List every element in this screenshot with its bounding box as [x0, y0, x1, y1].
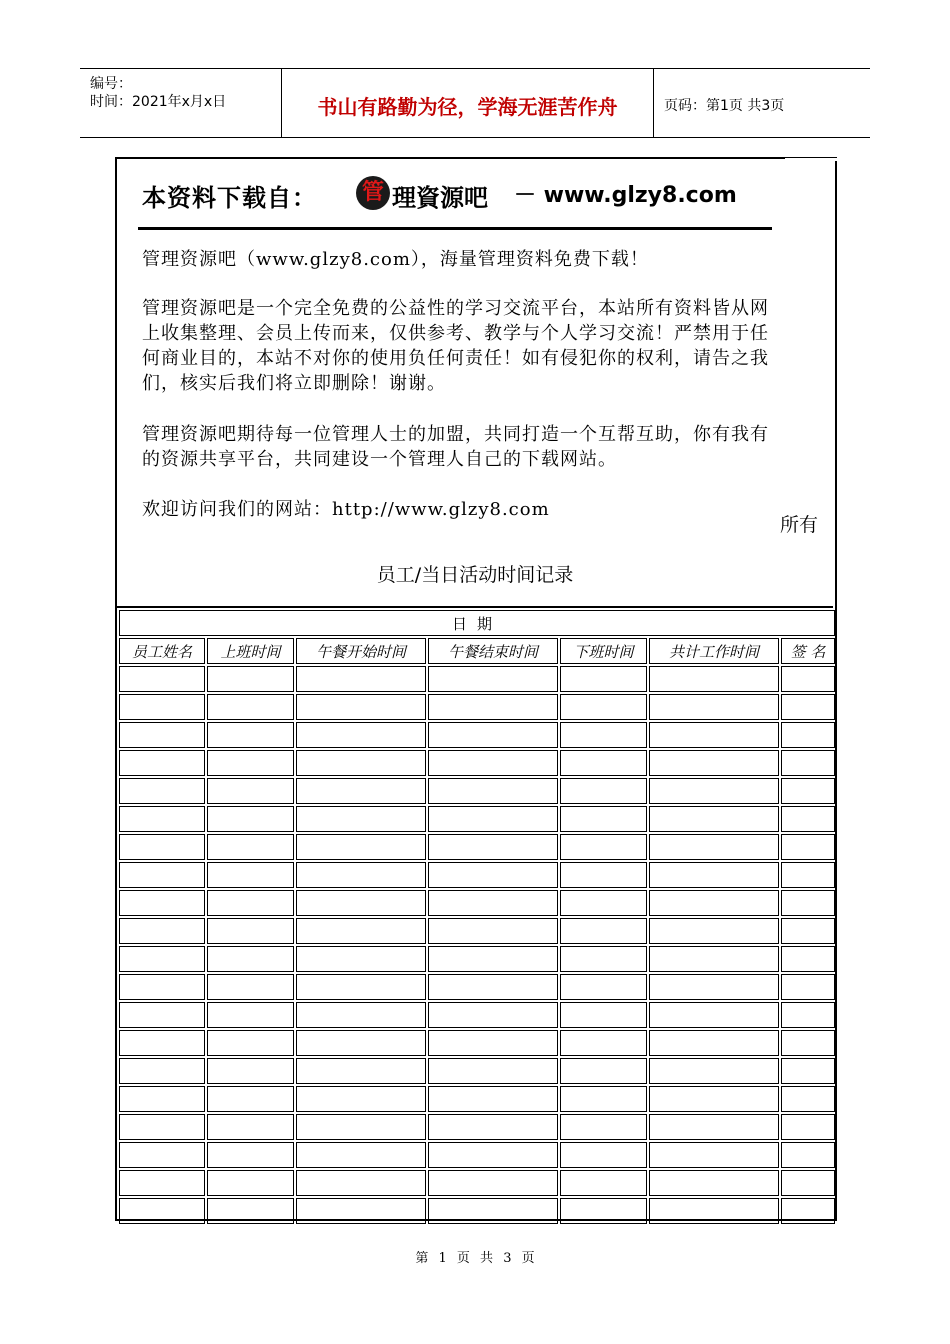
- cell-clock-in[interactable]: [207, 1030, 294, 1056]
- cell-lunch-end[interactable]: [428, 946, 558, 972]
- cell-name[interactable]: [119, 1086, 205, 1112]
- cell-name[interactable]: [119, 946, 205, 972]
- cell-total-hours[interactable]: [649, 1058, 779, 1084]
- table-row: [119, 834, 835, 860]
- cell-clock-out[interactable]: [560, 946, 647, 972]
- cell-total-hours[interactable]: [649, 1086, 779, 1112]
- cell-clock-out[interactable]: [560, 1114, 647, 1140]
- cell-lunch-start[interactable]: [296, 1058, 426, 1084]
- table-row: [119, 1058, 835, 1084]
- cell-signature[interactable]: [781, 750, 835, 776]
- cell-name[interactable]: [119, 666, 205, 692]
- cell-lunch-start[interactable]: [296, 890, 426, 916]
- cell-signature[interactable]: [781, 722, 835, 748]
- date-row: [119, 610, 835, 636]
- cell-lunch-start[interactable]: [296, 1114, 426, 1140]
- banner-prefix: 本资料下载自：: [142, 184, 317, 212]
- cell-lunch-end[interactable]: [428, 1030, 558, 1056]
- cell-lunch-end[interactable]: [428, 806, 558, 832]
- cell-clock-in[interactable]: [207, 1170, 294, 1196]
- cell-signature[interactable]: [781, 694, 835, 720]
- cell-signature[interactable]: [781, 1198, 835, 1224]
- cell-lunch-end[interactable]: [428, 666, 558, 692]
- cell-clock-in[interactable]: [207, 1114, 294, 1140]
- table-row: [119, 1030, 835, 1056]
- header-meta-cell: [80, 69, 282, 137]
- cell-name[interactable]: [119, 918, 205, 944]
- cell-name[interactable]: [119, 1114, 205, 1140]
- cell-lunch-start[interactable]: [296, 834, 426, 860]
- cell-lunch-start[interactable]: [296, 1030, 426, 1056]
- cell-lunch-end[interactable]: [428, 1058, 558, 1084]
- cell-clock-out[interactable]: [560, 862, 647, 888]
- cell-signature[interactable]: [781, 1142, 835, 1168]
- cell-lunch-start[interactable]: [296, 1142, 426, 1168]
- col-header-name: 员工姓名: [119, 638, 205, 664]
- cell-clock-out[interactable]: [560, 974, 647, 1000]
- cell-clock-in[interactable]: [207, 806, 294, 832]
- cell-clock-in[interactable]: [207, 890, 294, 916]
- cell-total-hours[interactable]: [649, 890, 779, 916]
- disclaimer-paragraph: 管理资源吧是一个完全免费的公益性的学习交流平台，本站所有资料皆从网上收集整理、会员上传而来，仅供参考、教学与个人学习交流！严禁用于任何商业目的，本站不对你的使用负任何责任！如有侵犯你的权利，请告之我们，核实后我们将立即删除！谢谢。: [142, 298, 769, 394]
- cell-clock-out[interactable]: [560, 666, 647, 692]
- cell-total-hours[interactable]: [649, 834, 779, 860]
- header-page-label: 页码：第1页 共3页: [664, 98, 785, 114]
- cell-lunch-start[interactable]: [296, 1198, 426, 1224]
- cell-signature[interactable]: [781, 862, 835, 888]
- cell-lunch-end[interactable]: [428, 918, 558, 944]
- cell-total-hours[interactable]: [649, 1030, 779, 1056]
- cell-lunch-end[interactable]: [428, 778, 558, 804]
- cell-signature[interactable]: [781, 806, 835, 832]
- table-row: [119, 1114, 835, 1140]
- download-banner: [142, 172, 772, 224]
- cell-name[interactable]: [119, 1030, 205, 1056]
- cell-clock-out[interactable]: [560, 1030, 647, 1056]
- document-number-label: 编号：: [90, 76, 132, 92]
- cell-lunch-end[interactable]: [428, 834, 558, 860]
- cell-lunch-end[interactable]: [428, 1170, 558, 1196]
- cell-clock-in[interactable]: [207, 862, 294, 888]
- cell-clock-out[interactable]: [560, 806, 647, 832]
- cell-clock-out[interactable]: [560, 694, 647, 720]
- cell-name[interactable]: [119, 722, 205, 748]
- cell-clock-in[interactable]: [207, 974, 294, 1000]
- cell-name[interactable]: [119, 778, 205, 804]
- cell-signature[interactable]: [781, 1002, 835, 1028]
- col-header-total-hours: 共计工作时间: [649, 638, 779, 664]
- frame-gap-line: [785, 157, 837, 158]
- cell-lunch-end[interactable]: [428, 750, 558, 776]
- cell-name[interactable]: [119, 834, 205, 860]
- cell-name[interactable]: [119, 806, 205, 832]
- banner-site-url: － www.glzy8.com: [514, 183, 737, 208]
- cell-lunch-start[interactable]: [296, 1170, 426, 1196]
- banner-divider: [138, 227, 772, 230]
- table-row: [119, 806, 835, 832]
- stray-text: 所有: [780, 514, 819, 536]
- cell-signature[interactable]: [781, 918, 835, 944]
- cell-clock-out[interactable]: [560, 918, 647, 944]
- cell-signature[interactable]: [781, 974, 835, 1000]
- col-header-lunch-end: 午餐结束时间: [428, 638, 558, 664]
- cell-clock-in[interactable]: [207, 1142, 294, 1168]
- cell-name[interactable]: [119, 974, 205, 1000]
- cell-name[interactable]: [119, 1002, 205, 1028]
- cell-clock-in[interactable]: [207, 1086, 294, 1112]
- intro-paragraph: 管理资源吧（www.glzy8.com），海量管理资料免费下载！: [142, 249, 649, 270]
- site-logo-icon: 管: [356, 176, 390, 210]
- cell-name[interactable]: [119, 694, 205, 720]
- header-motto: 书山有路勤为径，学海无涯苦作舟: [317, 95, 618, 119]
- table-row: [119, 722, 835, 748]
- timesheet-table: [117, 606, 833, 1226]
- cell-lunch-end[interactable]: [428, 862, 558, 888]
- cell-lunch-start[interactable]: [296, 666, 426, 692]
- cell-clock-in[interactable]: [207, 1002, 294, 1028]
- cell-lunch-start[interactable]: [296, 722, 426, 748]
- cell-lunch-start[interactable]: [296, 778, 426, 804]
- cell-lunch-end[interactable]: [428, 1086, 558, 1112]
- table-row: [119, 694, 835, 720]
- cell-clock-out[interactable]: [560, 1198, 647, 1224]
- cell-total-hours[interactable]: [649, 750, 779, 776]
- cell-name[interactable]: [119, 1170, 205, 1196]
- cell-signature[interactable]: [781, 946, 835, 972]
- page-footer: 第 1 页 共 3 页: [415, 1251, 535, 1266]
- cell-total-hours[interactable]: [649, 1170, 779, 1196]
- cell-total-hours[interactable]: [649, 946, 779, 972]
- cell-total-hours[interactable]: [649, 862, 779, 888]
- col-header-clock-out: 下班时间: [560, 638, 647, 664]
- cell-lunch-end[interactable]: [428, 694, 558, 720]
- cell-clock-out[interactable]: [560, 1170, 647, 1196]
- cell-clock-in[interactable]: [207, 918, 294, 944]
- page-header: [80, 68, 870, 138]
- header-motto-cell: [282, 69, 654, 137]
- cell-lunch-start[interactable]: [296, 974, 426, 1000]
- col-header-clock-in: 上班时间: [207, 638, 294, 664]
- cell-clock-out[interactable]: [560, 1086, 647, 1112]
- cell-clock-in[interactable]: [207, 834, 294, 860]
- column-header-row: [119, 638, 835, 664]
- cell-signature[interactable]: [781, 1030, 835, 1056]
- table-row: [119, 1170, 835, 1196]
- cell-total-hours[interactable]: [649, 1142, 779, 1168]
- cell-clock-out[interactable]: [560, 890, 647, 916]
- table-row: [119, 918, 835, 944]
- cell-signature[interactable]: [781, 778, 835, 804]
- cell-name[interactable]: [119, 1058, 205, 1084]
- cell-clock-out[interactable]: [560, 722, 647, 748]
- cell-lunch-start[interactable]: [296, 946, 426, 972]
- cell-lunch-start[interactable]: [296, 750, 426, 776]
- cell-total-hours[interactable]: [649, 974, 779, 1000]
- cell-total-hours[interactable]: [649, 806, 779, 832]
- cell-clock-out[interactable]: [560, 1058, 647, 1084]
- cell-clock-out[interactable]: [560, 1142, 647, 1168]
- header-page-cell: [654, 69, 870, 137]
- cell-clock-in[interactable]: [207, 778, 294, 804]
- form-title: 员工/当日活动时间记录: [376, 564, 574, 586]
- table-row: [119, 1002, 835, 1028]
- cell-name[interactable]: [119, 890, 205, 916]
- cell-total-hours[interactable]: [649, 778, 779, 804]
- cell-total-hours[interactable]: [649, 1002, 779, 1028]
- website-paragraph: 欢迎访问我们的网站：http://www.glzy8.com: [142, 499, 550, 520]
- cell-clock-out[interactable]: [560, 1002, 647, 1028]
- cell-lunch-end[interactable]: [428, 1142, 558, 1168]
- table-row: [119, 1142, 835, 1168]
- cell-clock-out[interactable]: [560, 750, 647, 776]
- cell-signature[interactable]: [781, 890, 835, 916]
- cell-clock-out[interactable]: [560, 834, 647, 860]
- banner-site-name: 理資源吧: [392, 184, 488, 212]
- cell-signature[interactable]: [781, 1170, 835, 1196]
- cell-clock-in[interactable]: [207, 694, 294, 720]
- col-header-lunch-start: 午餐开始时间: [296, 638, 426, 664]
- table-row: [119, 862, 835, 888]
- cell-lunch-end[interactable]: [428, 974, 558, 1000]
- cell-signature[interactable]: [781, 1058, 835, 1084]
- cell-lunch-end[interactable]: [428, 890, 558, 916]
- date-label: 日期: [119, 610, 835, 636]
- table-row: [119, 666, 835, 692]
- table-row: [119, 946, 835, 972]
- cell-clock-in[interactable]: [207, 666, 294, 692]
- cell-lunch-end[interactable]: [428, 1114, 558, 1140]
- cell-lunch-start[interactable]: [296, 918, 426, 944]
- cell-signature[interactable]: [781, 1086, 835, 1112]
- cell-lunch-start[interactable]: [296, 1002, 426, 1028]
- cell-clock-in[interactable]: [207, 1058, 294, 1084]
- cell-signature[interactable]: [781, 666, 835, 692]
- cell-total-hours[interactable]: [649, 918, 779, 944]
- cell-name[interactable]: [119, 750, 205, 776]
- cell-total-hours[interactable]: [649, 1114, 779, 1140]
- cell-lunch-end[interactable]: [428, 1002, 558, 1028]
- cell-signature[interactable]: [781, 834, 835, 860]
- cell-total-hours[interactable]: [649, 666, 779, 692]
- cell-clock-in[interactable]: [207, 946, 294, 972]
- cell-clock-in[interactable]: [207, 1198, 294, 1224]
- cell-clock-in[interactable]: [207, 722, 294, 748]
- cell-name[interactable]: [119, 1198, 205, 1224]
- cell-lunch-end[interactable]: [428, 1198, 558, 1224]
- cell-clock-in[interactable]: [207, 750, 294, 776]
- cell-total-hours[interactable]: [649, 722, 779, 748]
- cell-lunch-end[interactable]: [428, 722, 558, 748]
- cell-name[interactable]: [119, 862, 205, 888]
- cell-total-hours[interactable]: [649, 1198, 779, 1224]
- table-row: [119, 750, 835, 776]
- cell-clock-out[interactable]: [560, 778, 647, 804]
- table-row: [119, 974, 835, 1000]
- invitation-paragraph: 管理资源吧期待每一位管理人士的加盟，共同打造一个互帮互助，你有我有的资源共享平台，共同建设一个管理人自己的下载网站。: [142, 424, 769, 470]
- table-row: [119, 778, 835, 804]
- cell-lunch-start[interactable]: [296, 862, 426, 888]
- table-row: [119, 1198, 835, 1224]
- cell-name[interactable]: [119, 1142, 205, 1168]
- cell-total-hours[interactable]: [649, 694, 779, 720]
- col-header-signature: 签 名: [781, 638, 835, 664]
- table-row: [119, 1086, 835, 1112]
- document-time-label: 时间：2021年x月x日: [90, 94, 227, 110]
- table-row: [119, 890, 835, 916]
- cell-lunch-start[interactable]: [296, 1086, 426, 1112]
- cell-lunch-start[interactable]: [296, 694, 426, 720]
- cell-signature[interactable]: [781, 1114, 835, 1140]
- cell-lunch-start[interactable]: [296, 806, 426, 832]
